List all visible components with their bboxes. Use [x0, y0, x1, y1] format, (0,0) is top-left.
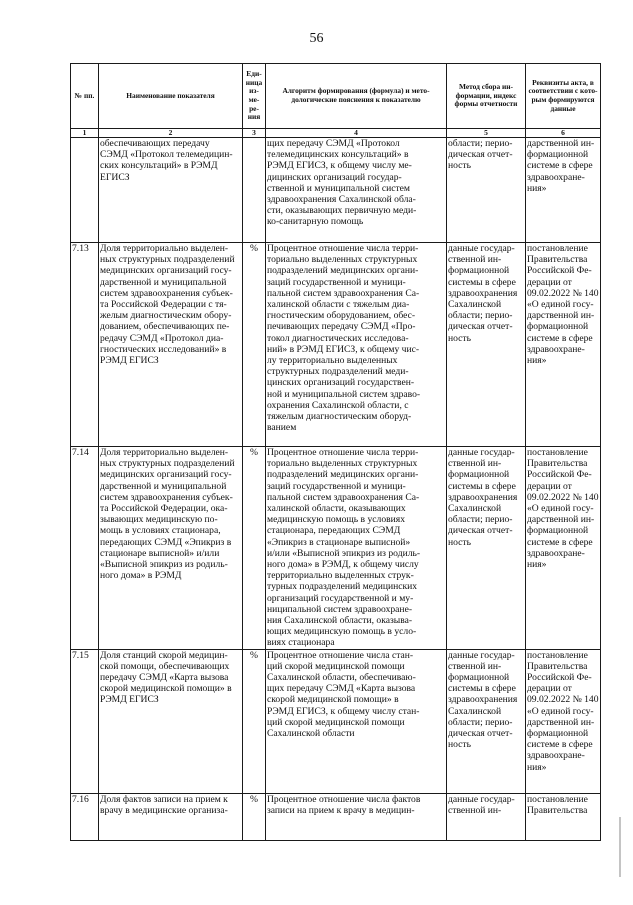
table-row	[71, 649, 601, 793]
row-number	[71, 138, 99, 243]
row-number: 7.14	[71, 447, 99, 650]
table-header-row	[71, 64, 601, 129]
table-row	[71, 447, 601, 650]
header-collection-method: Метод сбора ин- формации, индекс формы отчетности	[447, 64, 526, 129]
algorithm: Процентное отношение числа терри- ториально выделенных структурных подразделений медицинских органи- заций государственной и муници- пальной систем здравоохранения Са- халинской области с тяжелым диа- гностическим оборудованием, обес- печивающих передачу СЭМД «Про- токол диагностических исследова- ний» в РЭМД ЕГИСЗ, к общему чис- лу территориально выделенных структурных подразделений меди- цинских организаций государствен- ной и муниципальной систем здраво- охранения Сахалинской области, с тяжелым диагностическим оборуд- ванием	[266, 243, 447, 447]
collection-method: данные государ- ственной ин- формационной системы в сфере здравоохранения Сахалинской области; перио- дическая отчет- ность	[447, 243, 526, 447]
column-number: 5	[447, 129, 526, 138]
algorithm: Процентное отношение числа фактов записи на прием к врачу в медицин-	[267, 793, 421, 816]
indicator-name: Доля фактов записи на прием к врачу в медицинские организа-	[100, 793, 228, 816]
act-details: постановление Правительства	[527, 793, 588, 816]
algorithm: Процентное отношение числа стан- ций скорой медицинской помощи Сахалинской области, обеспечиваю- щих передачу СЭМД «Карта вызова скорой медицинской помощи» в РЭМД ЕГИСЗ, к общему числу стан- ций скорой медицинской помощи Сахалинской области	[266, 649, 447, 793]
indicator-name: обеспечивающих передачу СЭМД «Протокол телемедицин- ских консультаций» в РЭМД ЕГИСЗ	[99, 138, 243, 243]
row-number: 7.13	[71, 243, 99, 447]
header-number: № пп.	[71, 64, 99, 129]
page-number: 56	[309, 31, 324, 46]
indicator-name-cell	[99, 793, 243, 840]
indicators-table	[70, 63, 601, 841]
table-row	[71, 793, 601, 840]
act-details: постановление Правительства Российской Фе- дерации от 09.02.2022 № 140 «О единой госу- дарственной ин- формационной системе в сфере здравоохране- ния»	[526, 649, 601, 793]
column-number: 1	[71, 129, 99, 138]
unit: %	[243, 793, 266, 840]
header-unit: Еди- ница из- ме- ре- ния	[243, 64, 266, 129]
act-details: дарственной ин- формационной системе в сфере здравоохране- ния»	[526, 138, 601, 243]
collection-method-cell	[447, 793, 526, 840]
unit: %	[243, 243, 266, 447]
algorithm-cell	[266, 793, 447, 840]
column-number-row	[71, 129, 601, 138]
act-details-cell	[526, 793, 601, 840]
act-details: постановление Правительства Российской Фе- дерации от 09.02.2022 № 140 «О единой госу- дарственной ин- формационной системе в сфере здравоохране- ния»	[526, 243, 601, 447]
indicator-name: Доля территориально выделен- ных структурных подразделений медицинских организаций госу- дарственной и муниципальной систем здравоохранения субъек- та Российской Федерации с тя- желым диагностическим обору- дованием, обеспечивающих пе- редачу СЭМД «Протокол диа- гностических исследований» в РЭМД ЕГИСЗ	[99, 243, 243, 447]
column-number: 2	[99, 129, 243, 138]
collection-method: области; перио- дическая отчет- ность	[447, 138, 526, 243]
indicator-name: Доля территориально выделен- ных структурных подразделений медицинских организаций госу- дарственной и муниципальной систем здравоохранения субъек- та Российской Федерации, ока- зывающих медицинскую по- мощь в условиях стационара, передающих СЭМД «Эпикриз в стационаре выписной» и/или «Выписной эпикриз из родиль- ного дома» в РЭМД	[99, 447, 243, 650]
scan-artifact	[619, 817, 621, 877]
column-number: 3	[243, 129, 266, 138]
table-row	[71, 243, 601, 447]
row-number: 7.15	[71, 649, 99, 793]
collection-method: данные государ- ственной ин-	[448, 793, 515, 816]
header-indicator-name: Наименование показателя	[99, 64, 243, 129]
table-row	[71, 138, 601, 243]
collection-method: данные государ- ственной ин- формационной системы в сфере здравоохранения Сахалинской области; перио- дическая отчет- ность	[447, 649, 526, 793]
column-number: 6	[526, 129, 601, 138]
column-number: 4	[266, 129, 447, 138]
algorithm: щих передачу СЭМД «Протокол телемедицинских консультаций» в РЭМД ЕГИСЗ, к общему числу ме- дицинских организаций государ- ственной и муниципальной систем здравоохранения Сахалинской обла- сти, оказывающих первичную меди- ко-санитарную помощь	[266, 138, 447, 243]
header-act-details: Реквизиты акта, в соответствии с кото- рым формируются данные	[526, 64, 601, 129]
act-details: постановление Правительства Российской Фе- дерации от 09.02.2022 № 140 «О единой госу- дарственной ин- формационной системе в сфере здравоохране- ния»	[526, 447, 601, 650]
unit: %	[243, 447, 266, 650]
row-number: 7.16	[71, 793, 99, 840]
indicator-name: Доля станций скорой медицин- ской помощи, обеспечивающих передачу СЭМД «Карта вызова скорой медицинской помощи» в РЭМД ЕГИСЗ	[99, 649, 243, 793]
header-algorithm: Алгоритм формирования (формула) и мето- дологические пояснения к показателю	[266, 64, 447, 129]
unit	[243, 138, 266, 243]
algorithm: Процентное отношение числа терри- ториально выделенных структурных подразделений медицинских органи- заций государственной и муници- пальной систем здравоохранения Са- халинской области, оказывающих медицинскую помощь в условиях стационара, передающих СЭМД «Эпикриз в стационаре выписной» и/или «Выписной эпикриз из родиль- ного дома» в РЭМД, к общему числу территориально выделенных струк- турных подразделений медицинских организаций государственной и му- ниципальной систем здравоохране- ния Сахалинской области, оказыва- ющих медицинскую помощь в усло- виях стационара	[266, 447, 447, 650]
unit: %	[243, 649, 266, 793]
collection-method: данные государ- ственной ин- формационной системы в сфере здравоохранения Сахалинской области; перио- дическая отчет- ность	[447, 447, 526, 650]
